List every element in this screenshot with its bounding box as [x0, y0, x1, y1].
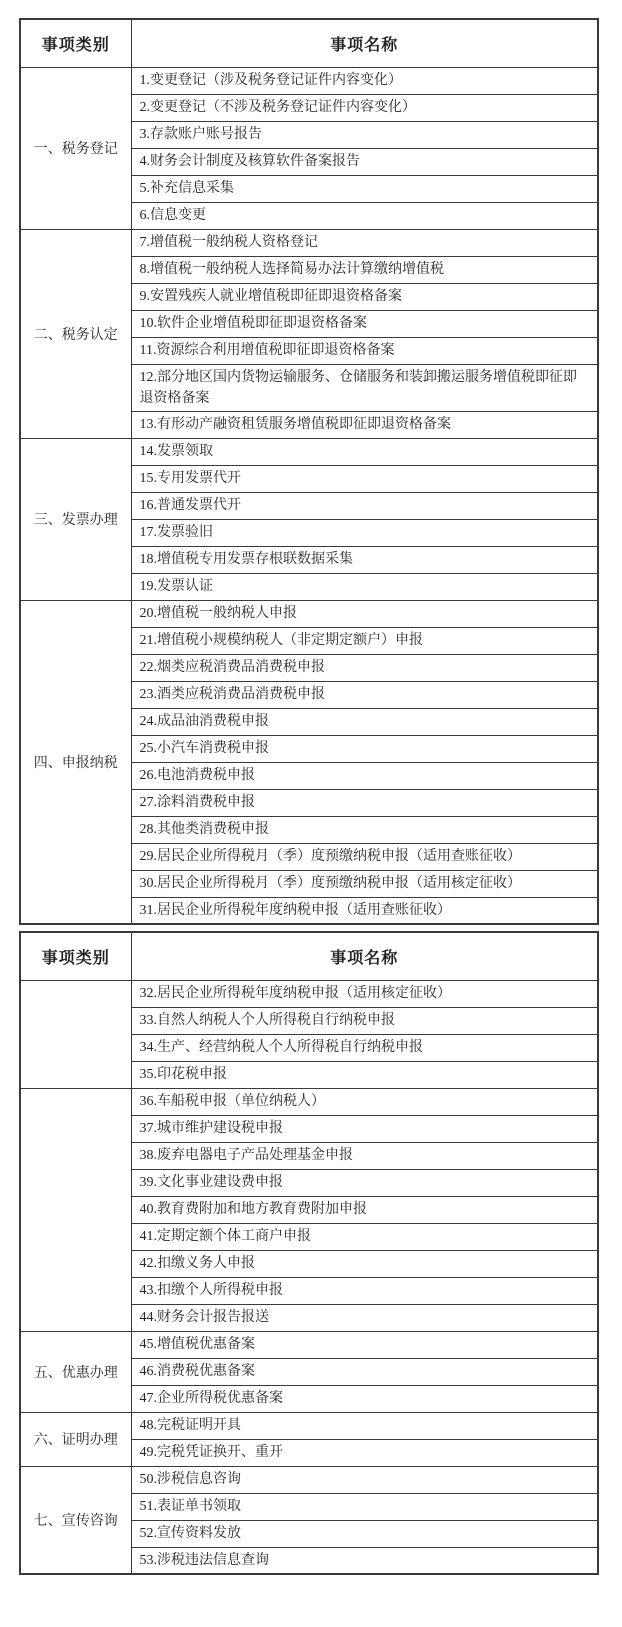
item-cell: 45.增值税优惠备案 [131, 1331, 598, 1358]
item-cell: 9.安置残疾人就业增值税即征即退资格备案 [131, 283, 598, 310]
item-cell: 46.消费税优惠备案 [131, 1358, 598, 1385]
item-cell: 44.财务会计报告报送 [131, 1304, 598, 1331]
item-cell: 29.居民企业所得税月（季）度预缴纳税申报（适用查账征收） [131, 843, 598, 870]
item-cell: 21.增值税小规模纳税人（非定期定额户）申报 [131, 627, 598, 654]
item-cell: 43.扣缴个人所得税申报 [131, 1277, 598, 1304]
item-cell: 49.完税凭证换开、重开 [131, 1439, 598, 1466]
item-cell: 31.居民企业所得税年度纳税申报（适用查账征收） [131, 897, 598, 924]
name-column-header: 事项名称 [131, 932, 598, 980]
item-cell: 50.涉税信息咨询 [131, 1466, 598, 1493]
category-column-header: 事项类别 [20, 932, 131, 980]
item-cell: 20.增值税一般纳税人申报 [131, 600, 598, 627]
table-body-part1 [20, 67, 598, 924]
table-row [20, 1088, 598, 1115]
category-cell [20, 1088, 131, 1331]
item-cell: 51.表证单书领取 [131, 1493, 598, 1520]
item-cell: 52.宣传资料发放 [131, 1520, 598, 1547]
item-cell: 38.废弃电器电子产品处理基金申报 [131, 1142, 598, 1169]
item-cell: 25.小汽车消费税申报 [131, 735, 598, 762]
item-cell: 32.居民企业所得税年度纳税申报（适用核定征收） [131, 980, 598, 1007]
item-cell: 19.发票认证 [131, 573, 598, 600]
item-cell: 24.成品油消费税申报 [131, 708, 598, 735]
item-cell: 36.车船税申报（单位纳税人） [131, 1088, 598, 1115]
header-row [20, 19, 598, 67]
item-cell: 8.增值税一般纳税人选择简易办法计算缴纳增值税 [131, 256, 598, 283]
item-cell: 34.生产、经营纳税人个人所得税自行纳税申报 [131, 1034, 598, 1061]
category-cell: 一、税务登记 [20, 67, 131, 229]
category-cell: 二、税务认定 [20, 229, 131, 438]
tax-items-table-part1 [19, 18, 599, 925]
item-cell: 1.变更登记（涉及税务登记证件内容变化） [131, 67, 598, 94]
category-cell: 六、证明办理 [20, 1412, 131, 1466]
category-cell: 五、优惠办理 [20, 1331, 131, 1412]
table-row [20, 1331, 598, 1358]
item-cell: 30.居民企业所得税月（季）度预缴纳税申报（适用核定征收） [131, 870, 598, 897]
header-row [20, 932, 598, 980]
item-cell: 4.财务会计制度及核算软件备案报告 [131, 148, 598, 175]
item-cell: 53.涉税违法信息查询 [131, 1547, 598, 1574]
item-cell: 28.其他类消费税申报 [131, 816, 598, 843]
category-cell: 三、发票办理 [20, 438, 131, 600]
item-cell: 37.城市维护建设税申报 [131, 1115, 598, 1142]
item-cell: 35.印花税申报 [131, 1061, 598, 1088]
item-cell: 27.涂料消费税申报 [131, 789, 598, 816]
table-row [20, 980, 598, 1007]
table-row [20, 67, 598, 94]
item-cell: 26.电池消费税申报 [131, 762, 598, 789]
table-row [20, 1412, 598, 1439]
item-cell: 6.信息变更 [131, 202, 598, 229]
table-body-part2 [20, 980, 598, 1574]
item-cell: 42.扣缴义务人申报 [131, 1250, 598, 1277]
item-cell: 15.专用发票代开 [131, 465, 598, 492]
item-cell: 11.资源综合利用增值税即征即退资格备案 [131, 337, 598, 364]
category-cell: 七、宣传咨询 [20, 1466, 131, 1574]
tax-items-table-part2 [19, 931, 599, 1575]
item-cell: 7.增值税一般纳税人资格登记 [131, 229, 598, 256]
item-cell: 33.自然人纳税人个人所得税自行纳税申报 [131, 1007, 598, 1034]
table-row [20, 229, 598, 256]
item-cell: 14.发票领取 [131, 438, 598, 465]
item-cell: 3.存款账户账号报告 [131, 121, 598, 148]
item-cell: 2.变更登记（不涉及税务登记证件内容变化） [131, 94, 598, 121]
table-row [20, 1466, 598, 1493]
table-row [20, 600, 598, 627]
item-cell: 23.酒类应税消费品消费税申报 [131, 681, 598, 708]
category-column-header: 事项类别 [20, 19, 131, 67]
item-cell: 12.部分地区国内货物运输服务、仓储服务和装卸搬运服务增值税即征即退资格备案 [131, 364, 598, 411]
item-cell: 39.文化事业建设费申报 [131, 1169, 598, 1196]
item-cell: 13.有形动产融资租赁服务增值税即征即退资格备案 [131, 411, 598, 438]
item-cell: 41.定期定额个体工商户申报 [131, 1223, 598, 1250]
item-cell: 48.完税证明开具 [131, 1412, 598, 1439]
item-cell: 16.普通发票代开 [131, 492, 598, 519]
item-cell: 22.烟类应税消费品消费税申报 [131, 654, 598, 681]
category-cell: 四、申报纳税 [20, 600, 131, 924]
name-column-header: 事项名称 [131, 19, 598, 67]
item-cell: 40.教育费附加和地方教育费附加申报 [131, 1196, 598, 1223]
item-cell: 5.补充信息采集 [131, 175, 598, 202]
item-cell: 18.增值税专用发票存根联数据采集 [131, 546, 598, 573]
item-cell: 10.软件企业增值税即征即退资格备案 [131, 310, 598, 337]
table-row [20, 438, 598, 465]
category-cell [20, 980, 131, 1088]
item-cell: 17.发票验旧 [131, 519, 598, 546]
item-cell: 47.企业所得税优惠备案 [131, 1385, 598, 1412]
